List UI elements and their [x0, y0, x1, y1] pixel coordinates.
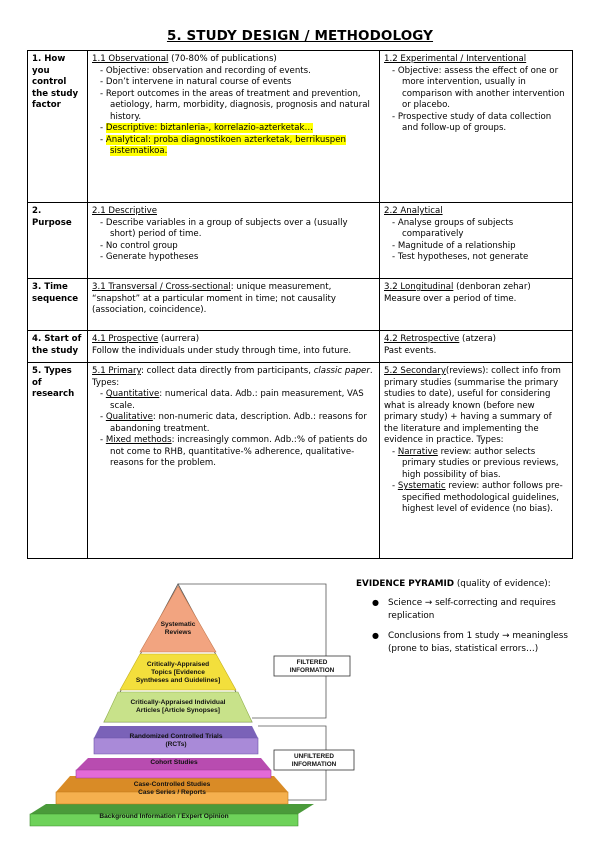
longitudinal-cell — [380, 279, 573, 331]
list-item: - Don’t intervene in natural course of events — [100, 77, 375, 89]
table-row — [28, 203, 573, 279]
cell-text: : unique measurement, “snapshot” at a particular moment in time; not causality (association, coincidence). — [92, 282, 336, 316]
list-item: - No control group — [100, 241, 375, 253]
descriptive-cell — [88, 203, 380, 279]
pyramid-label: Randomized Controlled Trials — [129, 733, 223, 740]
table-row — [28, 279, 573, 331]
section-heading: 2.1 Descriptive — [92, 206, 158, 216]
pyramid-label: Topics [Evidence — [151, 669, 205, 676]
cell-text: Past events. — [384, 345, 437, 356]
section-heading: 4.1 Prospective — [92, 334, 159, 344]
pyramid-label: Articles [Article Synopses] — [136, 707, 220, 714]
transversal-cell — [88, 279, 380, 331]
primary-cell — [88, 363, 380, 559]
list-item — [100, 412, 375, 435]
section-heading: 2.2 Analytical — [384, 206, 443, 216]
page-title: 5. STUDY DESIGN / METHODOLOGY — [166, 28, 434, 44]
term-description: : non-numeric data, description. Adb.: reasons for abandoning treatment. — [110, 412, 367, 434]
cell-text: Follow the individuals under study through time, into future. — [92, 345, 352, 356]
row-label: 5. Types of research — [28, 363, 88, 559]
analytical-cell — [380, 203, 573, 279]
secondary-cell — [380, 363, 573, 559]
observational-cell — [88, 51, 380, 203]
list-item: ● Conclusions from 1 study → meaningless (prone to bias, statistical errors…) — [376, 630, 576, 656]
pyramid-label: Reviews — [164, 629, 192, 636]
term: Qualitative — [105, 412, 153, 423]
pyramid-label: Critically-Appraised Individual — [130, 699, 226, 706]
highlight-item — [100, 135, 375, 158]
row-label: 4. Start of the study — [28, 331, 88, 363]
section-heading: 5.1 Primary — [92, 366, 141, 376]
term-description: review: author selects primary studies or previous reviews, high possibility of bias. — [402, 446, 559, 480]
highlight-item — [100, 123, 375, 135]
section-heading: 1.1 Observational — [92, 54, 169, 64]
term: Systematic — [397, 481, 446, 492]
list-item — [100, 435, 375, 470]
unfiltered-label: INFORMATION — [291, 761, 337, 768]
section-heading: 3.2 Longitudinal — [384, 282, 454, 292]
list-item — [392, 481, 568, 516]
pyramid-label: Case-Controlled Studies — [133, 781, 211, 788]
list-item: - Objective: observation and recording of events. — [100, 66, 375, 78]
pyramid-level-cohort-face — [76, 770, 271, 778]
row-label: 2. Purpose — [28, 203, 88, 279]
unfiltered-label: UNFILTERED — [294, 753, 334, 760]
list-item: - Magnitude of a relationship — [392, 241, 568, 253]
study-design-table — [27, 50, 573, 559]
term: Narrative — [397, 446, 438, 457]
table-row — [28, 51, 573, 203]
highlight-text: Descriptive: biztanleria-, korrelazio-azterketak… — [105, 123, 314, 134]
table-row — [28, 331, 573, 363]
list-item: - Test hypotheses, not generate — [392, 252, 568, 264]
evidence-heading-rest: (quality of evidence): — [454, 579, 551, 589]
term-description: : increasingly common. Adb.:% of patients do not come to RHB, quantitative-% adherence, qualitative-reasons for the problem. — [110, 435, 368, 469]
filtered-label: FILTERED — [296, 659, 328, 666]
list-item: - Analyse groups of subjects comparatively — [392, 218, 568, 241]
list-item — [100, 389, 375, 412]
list-item: - Generate hypotheses — [100, 252, 375, 264]
filtered-label: INFORMATION — [289, 667, 335, 674]
row-label: 1. How you control the study factor — [28, 51, 88, 203]
pyramid-label: Cohort Studies — [150, 759, 198, 766]
prospective-cell — [88, 331, 380, 363]
section-heading: 3.1 Transversal / Cross-sectional — [92, 282, 231, 292]
section-heading-suffix: (atzera) — [459, 334, 496, 344]
section-heading: 1.2 Experimental / Interventional — [384, 54, 527, 64]
pyramid-level-systematic — [140, 586, 216, 652]
section-heading-suffix: (denboran zehar) — [453, 282, 531, 292]
section-heading-suffix: (aurrera) — [158, 334, 200, 344]
retrospective-cell — [380, 331, 573, 363]
evidence-pyramid-figure — [26, 578, 356, 836]
term-description: review: author follows pre-specified methodological guidelines, highest level of evidence (no bias). — [402, 481, 563, 515]
pyramid-label: Case Series / Reports — [138, 789, 206, 796]
section-heading: 5.2 Secondary — [384, 366, 446, 376]
section-heading-suffix: (70-80% of publications) — [168, 54, 277, 64]
cell-text: (reviews): collect info from primary studies (summarise the primary studies to date), useful for considering what is already known (before new primary study) + having a summary of the literature and implementing the evidence in practice. Types: — [384, 366, 561, 446]
list-item: - Describe variables in a group of subjects over a (usually short) period of time. — [100, 218, 375, 241]
experimental-cell — [380, 51, 573, 203]
list-item: ● Science → self-correcting and requires replication — [376, 597, 576, 623]
pyramid-label: (RCTs) — [165, 741, 187, 748]
list-item: - Report outcomes in the areas of treatment and prevention, aetiology, harm, morbidity, diagnosis, prognosis and natural history. — [100, 89, 375, 124]
cell-text: Measure over a period of time. — [384, 293, 517, 304]
pyramid-label: Systematic — [160, 621, 196, 628]
section-heading: 4.2 Retrospective — [384, 334, 460, 344]
pyramid-label: Background Information / Expert Opinion — [99, 813, 229, 820]
cell-text: : collect data directly from participants, — [140, 366, 314, 376]
cell-text-emphasis: classic paper — [313, 366, 370, 376]
evidence-heading: EVIDENCE PYRAMID — [356, 579, 455, 589]
pyramid-label: Syntheses and Guidelines] — [135, 677, 221, 684]
term-description: : numerical data. Adb.: pain measurement, VAS scale. — [110, 389, 364, 411]
evidence-notes — [356, 578, 576, 662]
table-row — [28, 363, 573, 559]
list-item — [392, 447, 568, 482]
cell-text: . Types: — [92, 366, 373, 388]
row-label: 3. Time sequence — [28, 279, 88, 331]
list-item: - Objective: assess the effect of one or more intervention, usually in comparison with another intervention or placebo. — [392, 66, 568, 112]
term: Quantitative — [105, 389, 160, 400]
pyramid-label: Critically-Appraised — [146, 661, 210, 668]
list-item: - Prospective study of data collection and follow-up of groups. — [392, 112, 568, 135]
term: Mixed methods — [105, 435, 172, 446]
highlight-text: Analytical: proba diagnostikoen azterketak, berrikuspen sistematikoa. — [105, 134, 346, 157]
